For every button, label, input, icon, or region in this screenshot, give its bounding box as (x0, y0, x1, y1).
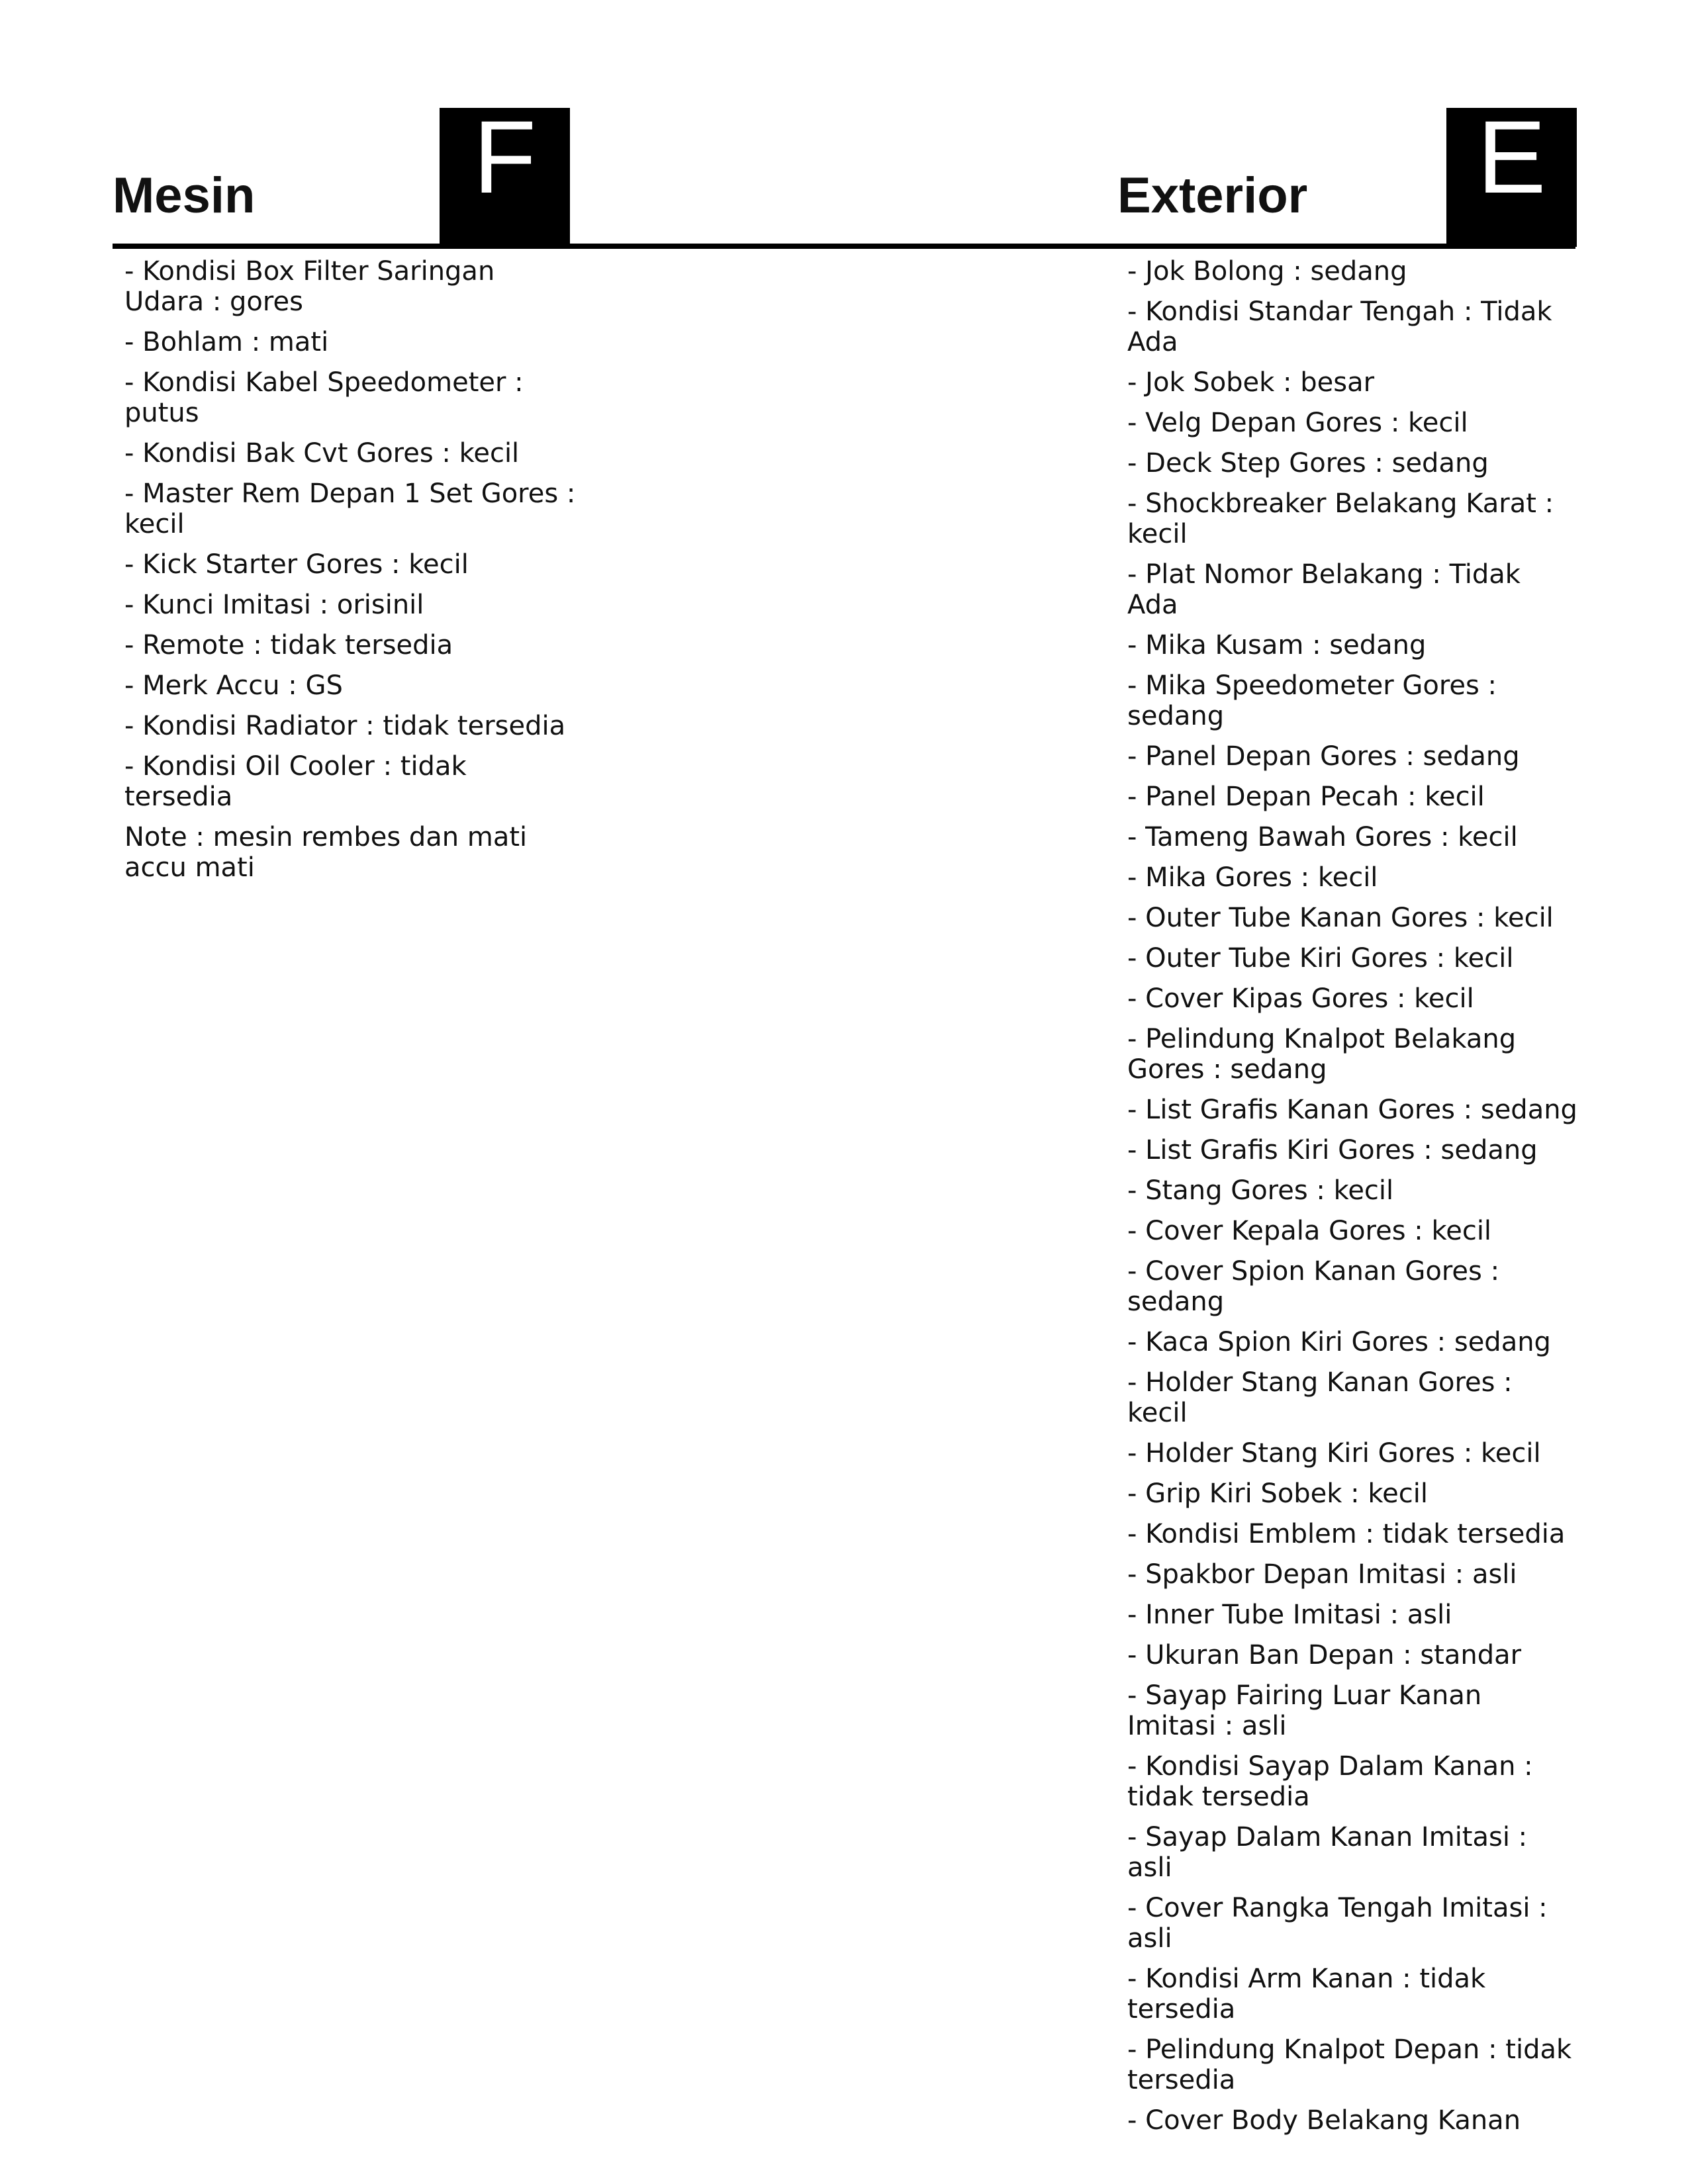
exterior-checklist-item: - Outer Tube Kanan Gores : kecil (1127, 903, 1554, 933)
exterior-checklist-item: - Ukuran Ban Depan : standar (1127, 1640, 1522, 1670)
exterior-checklist-item: - Velg Depan Gores : kecil (1127, 408, 1468, 438)
exterior-checklist-item: - Sayap Fairing Luar Kanan Imitasi : asli (1127, 1680, 1482, 1741)
mesin-checklist-item: - Merk Accu : GS (124, 670, 343, 701)
mesin-checklist-item: - Remote : tidak tersedia (124, 630, 453, 660)
exterior-checklist-item: - Cover Kipas Gores : kecil (1127, 983, 1474, 1014)
exterior-checklist-item: - List Grafis Kanan Gores : sedang (1127, 1095, 1577, 1125)
exterior-checklist-item: - Panel Depan Pecah : kecil (1127, 782, 1485, 812)
exterior-checklist-item: - Mika Gores : kecil (1127, 862, 1378, 893)
exterior-checklist (1127, 256, 1577, 2146)
exterior-checklist-item: - Grip Kiri Sobek : kecil (1127, 1479, 1428, 1509)
exterior-checklist-item: - Spakbor Depan Imitasi : asli (1127, 1559, 1517, 1590)
exterior-checklist-item: - Holder Stang Kanan Gores : kecil (1127, 1367, 1513, 1428)
header-divider (113, 244, 1575, 249)
exterior-checklist-item: - Mika Kusam : sedang (1127, 630, 1427, 660)
mesin-checklist-item: - Kunci Imitasi : orisinil (124, 590, 424, 620)
exterior-checklist-item: - List Grafis Kiri Gores : sedang (1127, 1135, 1538, 1165)
exterior-checklist-item: - Pelindung Knalpot Belakang Gores : sedang (1127, 1024, 1517, 1085)
exterior-checklist-item: - Kaca Spion Kiri Gores : sedang (1127, 1327, 1551, 1357)
mesin-checklist-item: - Kondisi Box Filter Saringan Udara : gores (124, 256, 495, 317)
exterior-checklist-item: - Shockbreaker Belakang Karat : kecil (1127, 488, 1554, 549)
exterior-checklist-item: - Outer Tube Kiri Gores : kecil (1127, 943, 1514, 974)
exterior-checklist-item: - Cover Kepala Gores : kecil (1127, 1216, 1492, 1246)
exterior-checklist-item: - Tameng Bawah Gores : kecil (1127, 822, 1518, 852)
exterior-checklist-item: - Jok Bolong : sedang (1127, 256, 1407, 287)
exterior-checklist-item: - Holder Stang Kiri Gores : kecil (1127, 1438, 1541, 1469)
mesin-checklist-item: - Kick Starter Gores : kecil (124, 549, 469, 580)
exterior-checklist-item: - Kondisi Arm Kanan : tidak tersedia (1127, 1964, 1486, 2025)
mesin-checklist-item: - Bohlam : mati (124, 327, 329, 357)
mesin-checklist-item: - Kondisi Bak Cvt Gores : kecil (124, 438, 520, 469)
exterior-checklist-item: - Cover Spion Kanan Gores : sedang (1127, 1256, 1500, 1317)
exterior-checklist-item: - Mika Speedometer Gores : sedang (1127, 670, 1497, 731)
exterior-checklist-item: - Jok Sobek : besar (1127, 367, 1375, 398)
mesin-section-title: Mesin (113, 167, 256, 224)
exterior-section-title: Exterior (1117, 167, 1308, 224)
exterior-checklist-item: - Deck Step Gores : sedang (1127, 448, 1489, 478)
mesin-checklist-item: - Kondisi Oil Cooler : tidak tersedia (124, 751, 467, 812)
exterior-checklist-item: - Panel Depan Gores : sedang (1127, 741, 1520, 772)
exterior-checklist-item: - Kondisi Standar Tengah : Tidak Ada (1127, 296, 1552, 357)
mesin-checklist (124, 256, 581, 893)
exterior-checklist-item: - Pelindung Knalpot Depan : tidak tersedia (1127, 2034, 1572, 2095)
exterior-section-badge: E (1446, 108, 1577, 247)
exterior-checklist-item: - Cover Body Belakang Kanan (1127, 2105, 1521, 2136)
mesin-checklist-item: Note : mesin rembes dan mati accu mati (124, 822, 528, 883)
exterior-checklist-item: - Plat Nomor Belakang : Tidak Ada (1127, 559, 1521, 620)
exterior-checklist-item: - Kondisi Sayap Dalam Kanan : tidak tersedia (1127, 1751, 1533, 1812)
exterior-checklist-item: - Cover Rangka Tengah Imitasi : asli (1127, 1893, 1548, 1954)
mesin-section-badge: F (440, 108, 570, 247)
exterior-checklist-item: - Sayap Dalam Kanan Imitasi : asli (1127, 1822, 1528, 1883)
exterior-checklist-item: - Kondisi Emblem : tidak tersedia (1127, 1519, 1566, 1549)
exterior-checklist-item: - Stang Gores : kecil (1127, 1175, 1394, 1206)
mesin-checklist-item: - Kondisi Kabel Speedometer : putus (124, 367, 524, 428)
exterior-checklist-item: - Inner Tube Imitasi : asli (1127, 1600, 1452, 1630)
mesin-checklist-item: - Kondisi Radiator : tidak tersedia (124, 711, 566, 741)
mesin-checklist-item: - Master Rem Depan 1 Set Gores : kecil (124, 478, 576, 539)
